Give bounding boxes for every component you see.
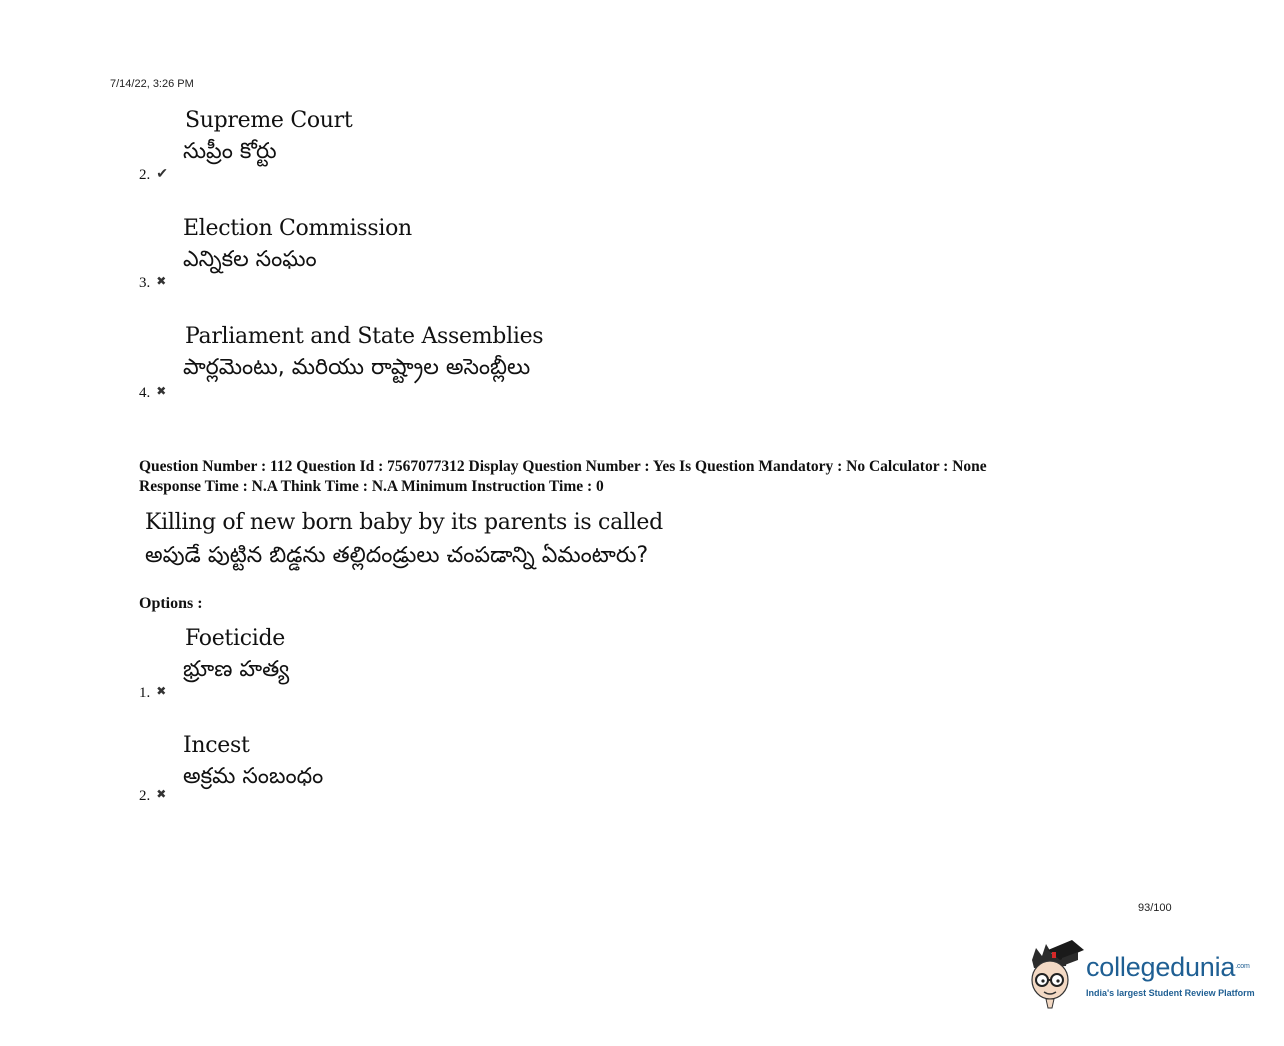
- option-3-telugu: ఎన్నికల సంఘం: [183, 247, 317, 272]
- option-number: 4.: [139, 385, 151, 401]
- option-3-label: [139, 274, 166, 292]
- option-2-label: [139, 166, 168, 184]
- option-3-english: Election Commission: [183, 216, 412, 241]
- option-1-english: Foeticide: [185, 626, 285, 651]
- check-icon: ✔: [156, 167, 168, 182]
- option-2-english: Supreme Court: [185, 108, 353, 133]
- print-timestamp: 7/14/22, 3:26 PM: [110, 78, 194, 90]
- option-2-english: Incest: [183, 733, 250, 758]
- logo-dotcom: .com: [1235, 963, 1250, 970]
- cross-icon: ✖: [156, 787, 167, 801]
- question-text-telugu: అపుడే పుట్టిన బిడ్డను తల్లిదండ్రులు చంపడాన్ని ఏమంటారు?: [145, 543, 649, 568]
- option-number: 3.: [139, 275, 151, 291]
- logo-tagline: India's largest Student Review Platform: [1086, 988, 1255, 998]
- option-1-telugu: భ్రూణ హత్య: [183, 657, 290, 682]
- option-4-english: Parliament and State Assemblies: [185, 324, 544, 349]
- option-4-label: [139, 384, 166, 402]
- option-number: 1.: [139, 685, 151, 701]
- option-number: 2.: [139, 167, 151, 183]
- question-meta-line-1: Question Number : 112 Question Id : 7567077312 Display Question Number : Yes Is Question Mandatory : No Calculator : None: [139, 458, 987, 475]
- page-number: 93/100: [1138, 902, 1172, 914]
- collegedunia-logo: [1022, 936, 1262, 1010]
- options-label: Options :: [139, 595, 203, 612]
- cross-icon: ✖: [156, 684, 167, 698]
- logo-wordmark: [1086, 952, 1250, 983]
- cross-icon: ✖: [156, 384, 167, 398]
- question-meta-line-2: Response Time : N.A Think Time : N.A Minimum Instruction Time : 0: [139, 478, 604, 495]
- question-text-english: Killing of new born baby by its parents is called: [145, 510, 663, 535]
- cross-icon: ✖: [156, 274, 167, 288]
- option-2-label: [139, 787, 166, 805]
- option-number: 2.: [139, 788, 151, 804]
- option-2-telugu: అక్రమ సంబంధం: [183, 764, 324, 789]
- option-2-telugu: సుప్రీం కోర్టు: [183, 139, 277, 164]
- option-1-label: [139, 684, 166, 702]
- mascot-icon: [1022, 936, 1086, 1010]
- logo-word: collegedunia: [1086, 952, 1236, 982]
- option-4-telugu: పార్లమెంటు, మరియు రాష్ట్రాల అసెంబ్లీలు: [183, 355, 531, 380]
